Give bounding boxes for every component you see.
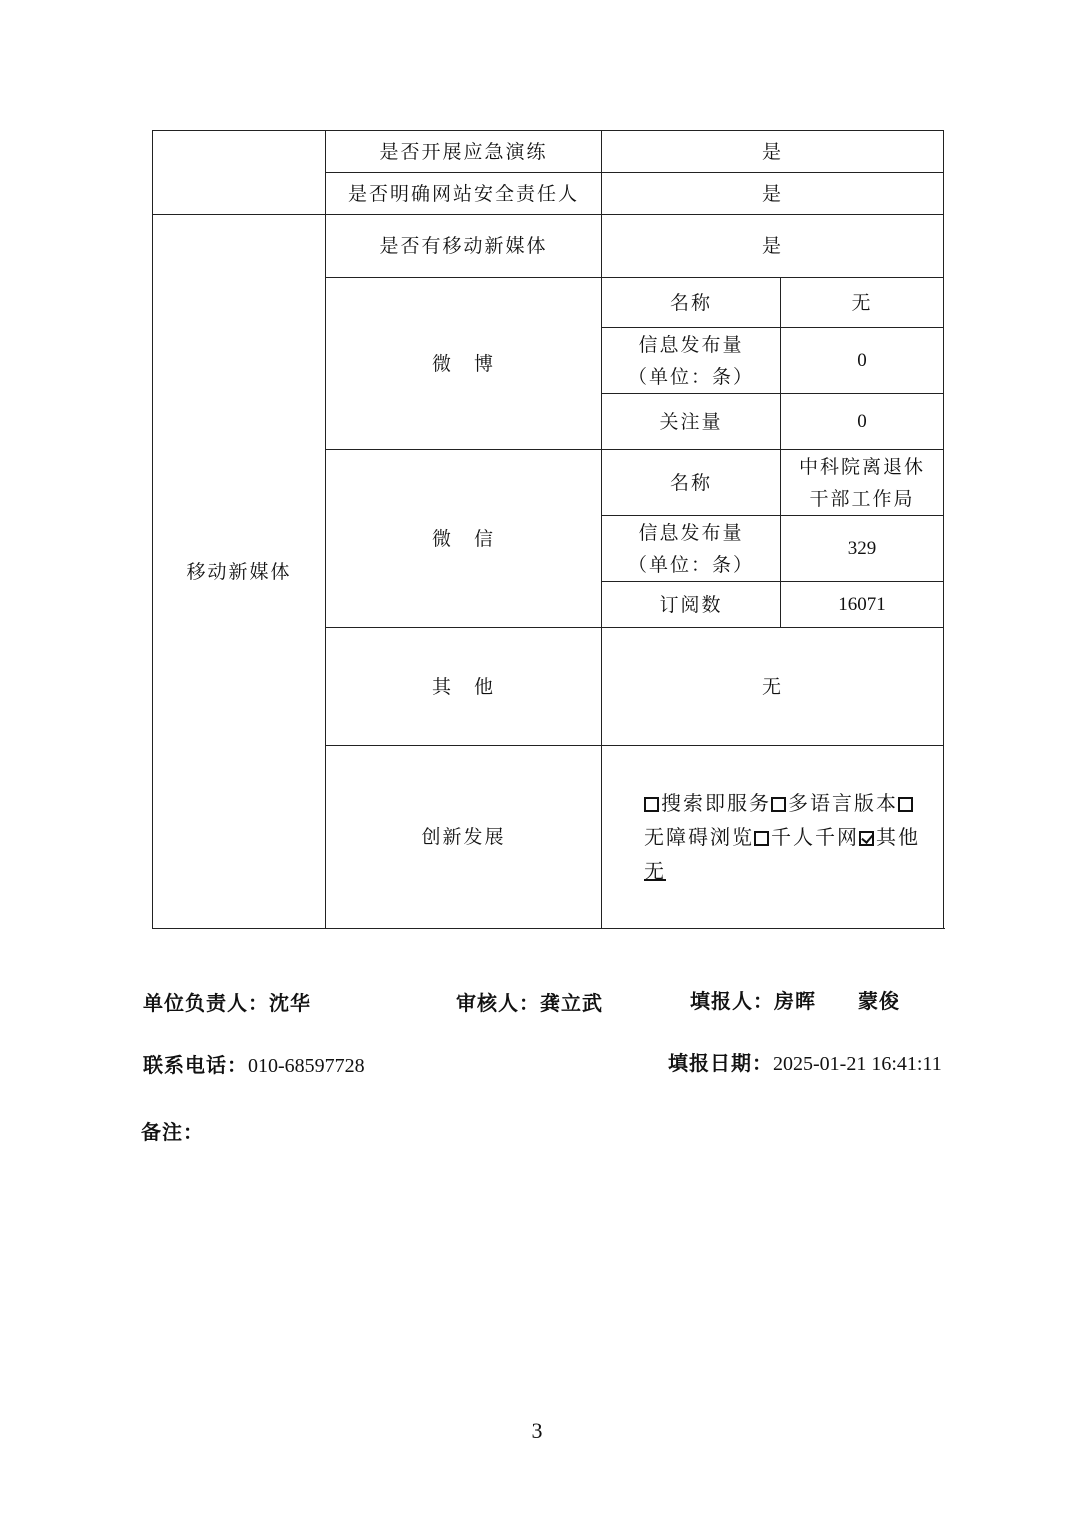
has-mobile-label: 是否有移动新媒体 — [326, 215, 602, 278]
emergency-drill-value: 是 — [602, 131, 944, 173]
fill-date — [668, 1047, 942, 1076]
unchecked-checkbox-icon — [771, 797, 786, 812]
unit-head — [143, 987, 311, 1016]
wechat-name-label: 名称 — [602, 450, 781, 516]
emergency-drill-label: 是否开展应急演练 — [326, 131, 602, 173]
wechat-subscribers-label: 订阅数 — [602, 582, 781, 628]
filler — [690, 985, 900, 1014]
innovation-options — [602, 786, 943, 888]
weibo-posts-label — [602, 328, 781, 394]
unchecked-checkbox-icon — [644, 797, 659, 812]
weibo-name-label: 名称 — [602, 278, 781, 328]
date-value: 2025-01-21 16:41:11 — [773, 1053, 942, 1075]
innovation-option-label: 搜索即服务 — [661, 791, 771, 815]
weibo-name-value: 无 — [781, 278, 944, 328]
page-number: 3 — [531, 1418, 543, 1443]
wechat-posts-value: 329 — [781, 516, 944, 582]
weibo-posts-label-line1: 信息发布量 — [638, 333, 744, 356]
unit-head-value: 沈华 — [269, 991, 311, 1015]
innovation-option-label: 无障碍浏览 — [644, 825, 754, 849]
wechat-label: 微 信 — [326, 450, 602, 628]
contact-phone — [143, 1049, 365, 1078]
reviewer-label: 审核人： — [456, 991, 540, 1015]
unchecked-checkbox-icon — [754, 831, 769, 846]
innovation-option-label: 多语言版本 — [788, 791, 898, 815]
weibo-followers-value: 0 — [781, 394, 944, 450]
wechat-subscribers-value: 16071 — [781, 582, 944, 628]
report-table — [152, 130, 944, 929]
wechat-posts-label — [602, 516, 781, 582]
wechat-name-value — [781, 450, 944, 516]
innovation-option-label: 千人千网 — [771, 825, 859, 849]
innovation-option — [644, 791, 771, 815]
security-officer-label: 是否明确网站安全责任人 — [326, 173, 602, 215]
weibo-followers-label: 关注量 — [602, 394, 781, 450]
innovation-option — [771, 791, 898, 815]
filler-value: 房晖 蒙俊 — [774, 989, 900, 1013]
innovation-option-label: 其他 — [876, 825, 920, 849]
phone-value: 010-68597728 — [248, 1055, 365, 1077]
date-label: 填报日期： — [668, 1051, 773, 1075]
checked-checkbox-icon — [859, 831, 874, 846]
wechat-posts-label-line2: （单位：条） — [627, 553, 754, 576]
empty-group-cell — [153, 131, 326, 215]
wechat-posts-label-line1: 信息发布量 — [638, 521, 744, 544]
table-row — [153, 131, 944, 173]
innovation-option — [754, 825, 859, 849]
unit-head-label: 单位负责人： — [143, 991, 269, 1015]
table-row — [153, 215, 944, 278]
innovation-option — [859, 825, 920, 849]
wechat-name-value-line1: 中科院离退休 — [799, 455, 926, 478]
innovation-label: 创新发展 — [326, 746, 602, 929]
other-label: 其 他 — [326, 628, 602, 746]
weibo-posts-value: 0 — [781, 328, 944, 394]
security-officer-value: 是 — [602, 173, 944, 215]
remarks-label: 备注： — [141, 1120, 204, 1144]
phone-label: 联系电话： — [143, 1053, 248, 1077]
unchecked-checkbox-icon — [898, 797, 913, 812]
mobile-media-group-label: 移动新媒体 — [153, 215, 326, 929]
innovation-options-cell — [602, 746, 944, 929]
weibo-posts-label-line2: （单位：条） — [627, 365, 754, 388]
reviewer — [456, 987, 603, 1016]
wechat-name-value-line2: 干部工作局 — [809, 487, 915, 510]
reviewer-value: 龚立武 — [540, 991, 603, 1015]
innovation-other-text: 无 — [644, 859, 666, 883]
has-mobile-value: 是 — [602, 215, 944, 278]
other-value: 无 — [602, 628, 944, 746]
filler-label: 填报人： — [690, 989, 774, 1013]
weibo-label: 微 博 — [326, 278, 602, 450]
